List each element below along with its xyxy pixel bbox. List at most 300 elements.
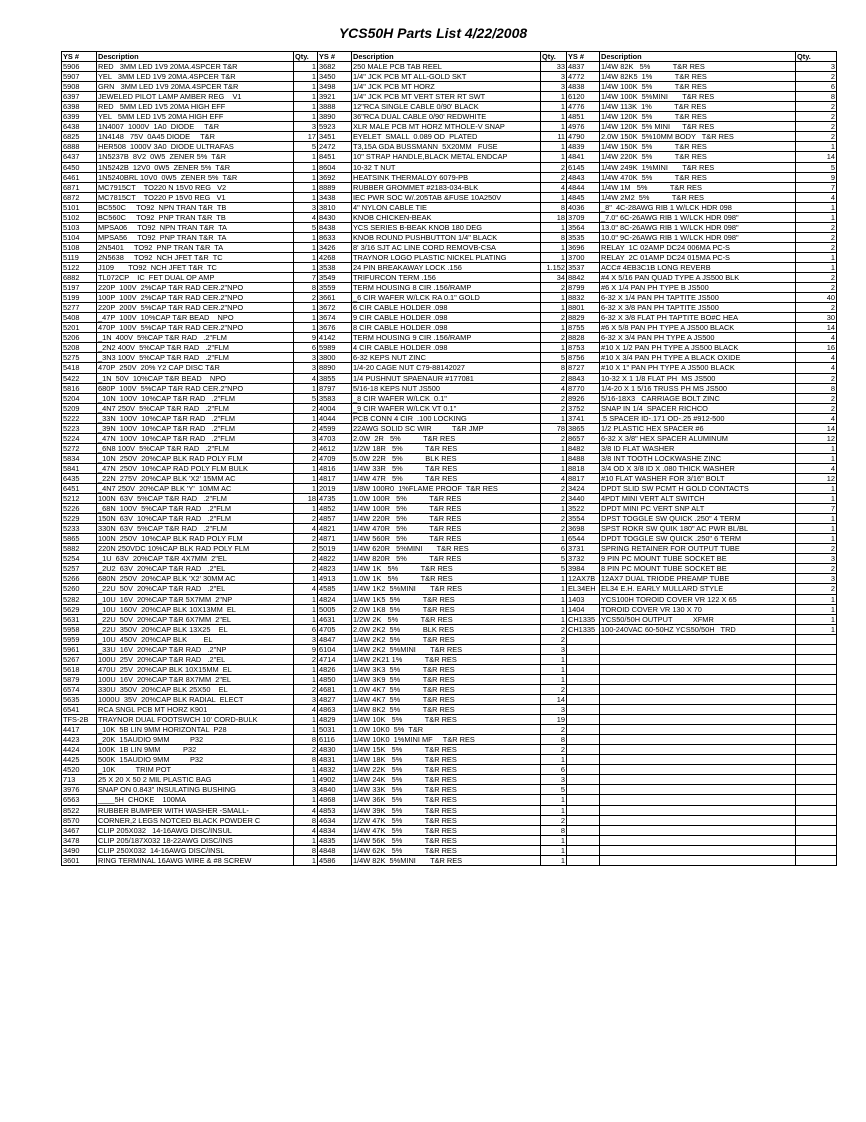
- quantity-cell: 2: [796, 393, 837, 403]
- table-row: [62, 534, 837, 544]
- ys-number-cell: 2019: [318, 484, 352, 494]
- ys-number-cell: 8832: [567, 293, 600, 303]
- quantity-cell: 14: [796, 152, 837, 162]
- ys-number-cell: 3672: [318, 303, 352, 313]
- quantity-cell: 4: [541, 473, 567, 483]
- ys-number-cell: 5629: [62, 604, 97, 614]
- quantity-cell: 1: [294, 484, 318, 494]
- quantity-cell: 17: [294, 132, 318, 142]
- ys-number-cell: 8633: [318, 232, 352, 242]
- description-cell: 3/4 OD X 3/8 ID X .080 THICK WASHER: [600, 463, 796, 473]
- description-cell: 6-32 X 3/8" HEX SPACER ALUMINUM: [600, 433, 796, 443]
- description-cell: 4 CIR CABLE HOLDER .098: [352, 343, 541, 353]
- quantity-cell: 1: [294, 192, 318, 202]
- ys-number-cell: 4850: [318, 674, 352, 684]
- description-cell: TOROID COVER VR 130 X 70: [600, 604, 796, 614]
- ys-number-cell: 2472: [318, 142, 352, 152]
- description-cell: MC7915CT TO220 N 15V0 REG V2: [97, 182, 294, 192]
- description-cell: 1.0W 1K 5% T&R RES: [352, 574, 541, 584]
- table-row: [62, 745, 837, 755]
- table-row: [62, 192, 837, 202]
- description-cell: _7.0" 6C-26AWG RIB 1 W/LCK HDR 098": [600, 212, 796, 222]
- table-row: [62, 855, 837, 865]
- description-cell: 1/4W 39K 5% T&R RES: [352, 805, 541, 815]
- ys-number-cell: 8755: [567, 323, 600, 333]
- quantity-cell: 8: [294, 735, 318, 745]
- description-cell: 1N5242B 12V0 0W5 ZENER 5% T&R: [97, 162, 294, 172]
- table-row: [62, 122, 837, 132]
- description-cell: MC7815CT TO220 P 15V0 REG V1: [97, 192, 294, 202]
- ys-number-cell: 4776: [567, 102, 600, 112]
- ys-number-cell: 4831: [318, 755, 352, 765]
- description-cell: 1/4" JCK PCB MT VERT STER RT SWT: [352, 92, 541, 102]
- ys-number-cell: 3890: [318, 112, 352, 122]
- description-cell: _10K 5B LIN 9MM HORIZONTAL P28: [97, 725, 294, 735]
- table-row: [62, 504, 837, 514]
- quantity-cell: 2: [541, 624, 567, 634]
- ys-number-cell: EL34EH: [567, 584, 600, 594]
- quantity-cell: 12: [796, 473, 837, 483]
- description-cell: 1N4148 75V 0A45 DIODE T&R: [97, 132, 294, 142]
- ys-number-cell: 5282: [62, 594, 97, 604]
- description-cell: 10.0" 9C-26AWG RIB 1 W/LCK HDR 098": [600, 232, 796, 242]
- ys-number-cell: 3583: [318, 393, 352, 403]
- quantity-cell: 1: [796, 142, 837, 152]
- column-header-ys-number: YS #: [318, 52, 352, 62]
- ys-number-cell: 5212: [62, 494, 97, 504]
- ys-number-cell: 6451: [62, 484, 97, 494]
- ys-number-cell: 5224: [62, 433, 97, 443]
- quantity-cell: 2: [541, 494, 567, 504]
- ys-number-cell: 6438: [62, 122, 97, 132]
- quantity-cell: 1: [294, 162, 318, 172]
- quantity-cell: 4: [294, 524, 318, 534]
- ys-number-cell: 5816: [62, 383, 97, 393]
- quantity-cell: 2: [541, 745, 567, 755]
- description-cell: 24 PIN BREAKAWAY LOCK .156: [352, 262, 541, 272]
- description-cell: _1N 400V 5%CAP T&R RAD .2"FLM: [97, 333, 294, 343]
- quantity-cell: 2: [796, 222, 837, 232]
- quantity-cell: 8: [294, 845, 318, 855]
- quantity-cell: 3: [294, 353, 318, 363]
- quantity-cell: 8: [294, 815, 318, 825]
- quantity-cell: [796, 825, 837, 835]
- description-cell: [600, 705, 796, 715]
- quantity-cell: 1: [294, 473, 318, 483]
- ys-number-cell: 3601: [62, 855, 97, 865]
- ys-number-cell: 6116: [318, 735, 352, 745]
- description-cell: #6 X 5/8 PAN PH TYPE A JS500 BLACK: [600, 323, 796, 333]
- description-cell: 680P 100V 5%CAP T&R RAD CER.2"NPO: [97, 383, 294, 393]
- table-row: [62, 142, 837, 152]
- table-row: [62, 363, 837, 373]
- table-row: [62, 72, 837, 82]
- description-cell: 1/4" JCK PCB MT ALL-GOLD SKT: [352, 72, 541, 82]
- description-cell: 6 CIR CABLE HOLDER .098: [352, 303, 541, 313]
- description-cell: CORNER,2 LEGS NOTCED BLACK POWDER C: [97, 815, 294, 825]
- description-cell: [600, 684, 796, 694]
- description-cell: 1/4W 15K 5% T&R RES: [352, 745, 541, 755]
- ys-number-cell: 5422: [62, 373, 97, 383]
- quantity-cell: [796, 835, 837, 845]
- ys-number-cell: TFS-2B: [62, 715, 97, 725]
- ys-number-cell: 4827: [318, 695, 352, 705]
- ys-number-cell: 4841: [567, 152, 600, 162]
- quantity-cell: 9: [294, 644, 318, 654]
- description-cell: _10N 250V 20%CAP BLK RAD POLY FLM: [97, 453, 294, 463]
- ys-number-cell: 3467: [62, 825, 97, 835]
- ys-number-cell: 5907: [62, 72, 97, 82]
- quantity-cell: 1: [294, 413, 318, 423]
- description-cell: 500K 15AUDIO 9MM P32: [97, 755, 294, 765]
- description-cell: 100N 63V 5%CAP T&R RAD .2"FLM: [97, 494, 294, 504]
- quantity-cell: 11: [541, 132, 567, 142]
- description-cell: _10N 100V 10%CAP T&R RAD .2"FLM: [97, 393, 294, 403]
- quantity-cell: 1: [541, 534, 567, 544]
- ys-number-cell: 5923: [318, 122, 352, 132]
- ys-number-cell: 4832: [318, 765, 352, 775]
- quantity-cell: 2: [294, 453, 318, 463]
- quantity-cell: 5: [294, 142, 318, 152]
- description-cell: 1/4W 8K2 5% T&R RES: [352, 705, 541, 715]
- ys-number-cell: 6104: [318, 644, 352, 654]
- description-cell: EYELET SMALL 0.089 OD PLATED: [352, 132, 541, 142]
- table-row: [62, 132, 837, 142]
- quantity-cell: 1: [541, 504, 567, 514]
- description-cell: [600, 745, 796, 755]
- quantity-cell: 8: [796, 383, 837, 393]
- quantity-cell: 1: [541, 343, 567, 353]
- quantity-cell: 3: [796, 574, 837, 584]
- description-cell: 1/4W 36K 5% T&R RES: [352, 795, 541, 805]
- ys-number-cell: 8604: [318, 162, 352, 172]
- description-cell: _10U 450V 20%CAP BLK EL: [97, 634, 294, 644]
- quantity-cell: [796, 634, 837, 644]
- quantity-cell: 2: [796, 403, 837, 413]
- quantity-cell: 3: [294, 433, 318, 443]
- quantity-cell: 1: [541, 835, 567, 845]
- ys-number-cell: 4772: [567, 72, 600, 82]
- ys-number-cell: [567, 825, 600, 835]
- ys-number-cell: 5226: [62, 504, 97, 514]
- ys-number-cell: 4816: [318, 463, 352, 473]
- description-cell: 100P 100V 2%CAP T&R RAD CER.2"NPO: [97, 293, 294, 303]
- ys-number-cell: 5841: [62, 463, 97, 473]
- ys-number-cell: 3424: [567, 484, 600, 494]
- quantity-cell: 5: [541, 785, 567, 795]
- quantity-cell: 1: [796, 614, 837, 624]
- ys-number-cell: 6145: [567, 162, 600, 172]
- ys-number-cell: 4142: [318, 333, 352, 343]
- ys-number-cell: 5908: [62, 82, 97, 92]
- description-cell: 1/4W 1M 5% T&R RES: [600, 182, 796, 192]
- ys-number-cell: [567, 715, 600, 725]
- description-cell: 6-32 X 1/4 PAN PH TAPTITE JS500: [600, 293, 796, 303]
- description-cell: RELAY 1C 02AMP DC24 006MA PC-S: [600, 242, 796, 252]
- table-row: [62, 674, 837, 684]
- description-cell: HER508 1000V 3A0 DIODE ULTRAFAS: [97, 142, 294, 152]
- description-cell: 250 MALE PCB TAB REEL: [352, 62, 541, 72]
- quantity-cell: 3: [796, 62, 837, 72]
- quantity-cell: 1: [294, 795, 318, 805]
- ys-number-cell: 5019: [318, 544, 352, 554]
- quantity-cell: [796, 725, 837, 735]
- description-cell: _8 CIR WAFER W/LCK 0.1": [352, 393, 541, 403]
- description-cell: 220N 250VDC 10%CAP BLK RAD POLY FLM: [97, 544, 294, 554]
- ys-number-cell: 6544: [567, 534, 600, 544]
- description-cell: _22U 50V 20%CAP T&R 6X7MM 2"EL: [97, 614, 294, 624]
- quantity-cell: 1: [541, 855, 567, 865]
- ys-number-cell: 5102: [62, 212, 97, 222]
- quantity-cell: 1: [294, 112, 318, 122]
- table-row: [62, 182, 837, 192]
- quantity-cell: 3: [796, 554, 837, 564]
- column-header-description: Description: [600, 52, 796, 62]
- quantity-cell: 1: [541, 242, 567, 252]
- ys-number-cell: 4268: [318, 252, 352, 262]
- ys-number-cell: 4586: [318, 855, 352, 865]
- description-cell: KNOB CHICKEN-BEAK: [352, 212, 541, 222]
- quantity-cell: 1: [541, 755, 567, 765]
- quantity-cell: [796, 654, 837, 664]
- quantity-cell: [796, 855, 837, 865]
- table-row: [62, 313, 837, 323]
- quantity-cell: [796, 674, 837, 684]
- quantity-cell: 3: [294, 634, 318, 644]
- ys-number-cell: 3855: [318, 373, 352, 383]
- quantity-cell: 6: [796, 82, 837, 92]
- description-cell: [600, 845, 796, 855]
- description-cell: 1/4W 120K 5% MINI T&R RES: [600, 122, 796, 132]
- ys-number-cell: 4417: [62, 725, 97, 735]
- quantity-cell: [796, 715, 837, 725]
- ys-number-cell: 5275: [62, 353, 97, 363]
- ys-number-cell: 4902: [318, 775, 352, 785]
- description-cell: _22N 275V 20%CAP BLK 'X2' 15MM AC: [97, 473, 294, 483]
- description-cell: TRAYNOR DUAL FOOTSWCH 10' CORD-BULK: [97, 715, 294, 725]
- description-cell: 1/4W 100R 5% T&R RES: [352, 504, 541, 514]
- description-cell: KNOB ROUND PUSHBUTTON 1/4" BLACK: [352, 232, 541, 242]
- quantity-cell: 1: [541, 664, 567, 674]
- table-row: [62, 82, 837, 92]
- quantity-cell: 3: [294, 122, 318, 132]
- quantity-cell: 3: [541, 72, 567, 82]
- ys-number-cell: 6888: [62, 142, 97, 152]
- quantity-cell: 2: [541, 725, 567, 735]
- quantity-cell: [796, 745, 837, 755]
- table-row: [62, 242, 837, 252]
- quantity-cell: 6: [294, 624, 318, 634]
- description-cell: 10-32 T NUT: [352, 162, 541, 172]
- quantity-cell: 6: [541, 765, 567, 775]
- ys-number-cell: 8570: [62, 815, 97, 825]
- description-cell: #4 X 5/16 PAN QUAD TYPE A JS500 BLK: [600, 273, 796, 283]
- ys-number-cell: 3535: [567, 232, 600, 242]
- ys-number-cell: 4847: [318, 634, 352, 644]
- ys-number-cell: 6871: [62, 182, 97, 192]
- ys-number-cell: [567, 695, 600, 705]
- ys-number-cell: 3498: [318, 82, 352, 92]
- quantity-cell: 2: [541, 172, 567, 182]
- ys-number-cell: 4817: [318, 473, 352, 483]
- description-cell: 36"RCA DUAL CABLE 0/90' REDWHITE: [352, 112, 541, 122]
- table-row: [62, 644, 837, 654]
- quantity-cell: 1: [294, 82, 318, 92]
- ys-number-cell: 4714: [318, 654, 352, 664]
- description-cell: 2.0W 2K2 5% BLK RES: [352, 624, 541, 634]
- table-row: [62, 112, 837, 122]
- ys-number-cell: 3984: [567, 564, 600, 574]
- ys-number-cell: 5277: [62, 303, 97, 313]
- description-cell: 330N 63V 5%CAP T&R RAD .2"FLM: [97, 524, 294, 534]
- table-row: [62, 594, 837, 604]
- ys-number-cell: 3888: [318, 102, 352, 112]
- description-cell: [600, 765, 796, 775]
- quantity-cell: 1: [541, 142, 567, 152]
- ys-number-cell: 4036: [567, 202, 600, 212]
- description-cell: 2.0W 150K 5%10MM BODY T&R RES: [600, 132, 796, 142]
- quantity-cell: 4: [294, 705, 318, 715]
- description-cell: [600, 725, 796, 735]
- quantity-cell: [796, 755, 837, 765]
- ys-number-cell: 4835: [318, 835, 352, 845]
- ys-number-cell: [567, 765, 600, 775]
- quantity-cell: 2: [294, 554, 318, 564]
- quantity-cell: 1: [294, 303, 318, 313]
- ys-number-cell: 5272: [62, 443, 97, 453]
- quantity-cell: 2: [541, 393, 567, 403]
- table-row: [62, 765, 837, 775]
- ys-number-cell: 5199: [62, 293, 97, 303]
- ys-number-cell: 8770: [567, 383, 600, 393]
- ys-number-cell: 5959: [62, 634, 97, 644]
- quantity-cell: 5: [541, 554, 567, 564]
- ys-number-cell: 8828: [567, 333, 600, 343]
- quantity-cell: 4: [541, 383, 567, 393]
- quantity-cell: 2: [796, 242, 837, 252]
- ys-number-cell: 8482: [567, 443, 600, 453]
- quantity-cell: 5: [541, 353, 567, 363]
- ys-number-cell: 4863: [318, 705, 352, 715]
- quantity-cell: [796, 775, 837, 785]
- quantity-cell: 1: [294, 242, 318, 252]
- description-cell: 9 PIN PC MOUNT TUBE SOCKET BE: [600, 554, 796, 564]
- table-row: [62, 252, 837, 262]
- table-row: [62, 413, 837, 423]
- table-row: [62, 664, 837, 674]
- description-cell: GRN 3MM LED 1V9 20MA.4SPCER T&R: [97, 82, 294, 92]
- quantity-cell: [796, 795, 837, 805]
- ys-number-cell: 5267: [62, 654, 97, 664]
- quantity-cell: 7: [796, 182, 837, 192]
- quantity-cell: 2: [294, 654, 318, 664]
- quantity-cell: 5: [294, 393, 318, 403]
- quantity-cell: 2: [796, 273, 837, 283]
- description-cell: _22U 350V 20%CAP BLK 13X25 EL: [97, 624, 294, 634]
- description-cell: _20K 15AUDIO 9MM P32: [97, 735, 294, 745]
- quantity-cell: 2: [796, 102, 837, 112]
- quantity-cell: 1: [796, 594, 837, 604]
- ys-number-cell: 4829: [318, 715, 352, 725]
- ys-number-cell: 3865: [567, 423, 600, 433]
- quantity-cell: 1: [541, 574, 567, 584]
- ys-number-cell: 3700: [567, 252, 600, 262]
- quantity-cell: 2: [541, 484, 567, 494]
- quantity-cell: 2: [541, 514, 567, 524]
- table-row: [62, 835, 837, 845]
- quantity-cell: 9: [294, 333, 318, 343]
- ys-number-cell: 5104: [62, 232, 97, 242]
- description-cell: 4PDT MINI VERT ALT SWITCH: [600, 494, 796, 504]
- description-cell: 2N5638 TO92 NCH JFET T&R TC: [97, 252, 294, 262]
- quantity-cell: 1: [294, 252, 318, 262]
- ys-number-cell: [567, 735, 600, 745]
- quantity-cell: 1: [796, 514, 837, 524]
- description-cell: 680N 250V 20%CAP BLK 'X2' 30MM AC: [97, 574, 294, 584]
- table-row: [62, 825, 837, 835]
- ys-number-cell: 4612: [318, 443, 352, 453]
- ys-number-cell: 1403: [567, 594, 600, 604]
- description-cell: 1/4W 120K 5% T&R RES: [600, 112, 796, 122]
- quantity-cell: 5: [796, 162, 837, 172]
- table-row: [62, 624, 837, 634]
- ys-number-cell: 5229: [62, 514, 97, 524]
- ys-number-cell: [567, 775, 600, 785]
- description-cell: T3,15A GDA BUSSMANN 5X20MM FUSE: [352, 142, 541, 152]
- quantity-cell: [796, 845, 837, 855]
- description-cell: 1/4-20 X 1 5/16 TRUSS PH MS JS500: [600, 383, 796, 393]
- description-cell: PCB CONN 4 CIR .100 LOCKING: [352, 413, 541, 423]
- quantity-cell: 3: [294, 202, 318, 212]
- quantity-cell: 34: [541, 273, 567, 283]
- quantity-cell: 1: [294, 715, 318, 725]
- column-header-quantity: Qty.: [294, 52, 318, 62]
- quantity-cell: 3: [294, 695, 318, 705]
- quantity-cell: 1: [294, 504, 318, 514]
- description-cell: _6 CIR WAFER W/LCK RA 0.1" GOLD: [352, 293, 541, 303]
- ys-number-cell: 6399: [62, 112, 97, 122]
- ys-number-cell: 8430: [318, 212, 352, 222]
- description-cell: _33N 100V 10%CAP T&R RAD .2"FLM: [97, 413, 294, 423]
- description-cell: 1/4W 62K 5% T&R RES: [352, 845, 541, 855]
- table-row: [62, 463, 837, 473]
- table-row: [62, 614, 837, 624]
- quantity-cell: 1: [541, 453, 567, 463]
- description-cell: 1/4W 470R 5% T&R RES: [352, 524, 541, 534]
- quantity-cell: 2: [796, 232, 837, 242]
- ys-number-cell: 8818: [567, 463, 600, 473]
- ys-number-cell: 4821: [318, 524, 352, 534]
- quantity-cell: 1: [541, 222, 567, 232]
- description-cell: _47P 100V 10%CAP T&R BEAD NPO: [97, 313, 294, 323]
- description-cell: _10U 16V 20%CAP T&R 5X7MM 2"NP: [97, 594, 294, 604]
- description-cell: 1/4W 82K5 1% T&R RES: [600, 72, 796, 82]
- quantity-cell: 1: [541, 112, 567, 122]
- quantity-cell: 2: [541, 333, 567, 343]
- table-row: [62, 604, 837, 614]
- ys-number-cell: 3732: [567, 554, 600, 564]
- table-row: [62, 383, 837, 393]
- ys-number-cell: 3559: [318, 283, 352, 293]
- ys-number-cell: 8438: [318, 222, 352, 232]
- quantity-cell: [796, 735, 837, 745]
- quantity-cell: 2: [796, 112, 837, 122]
- table-row: [62, 554, 837, 564]
- description-cell: 25 X 20 X 50 2 MIL PLASTIC BAG: [97, 775, 294, 785]
- ys-number-cell: 8727: [567, 363, 600, 373]
- table-row: [62, 62, 837, 72]
- table-row: [62, 172, 837, 182]
